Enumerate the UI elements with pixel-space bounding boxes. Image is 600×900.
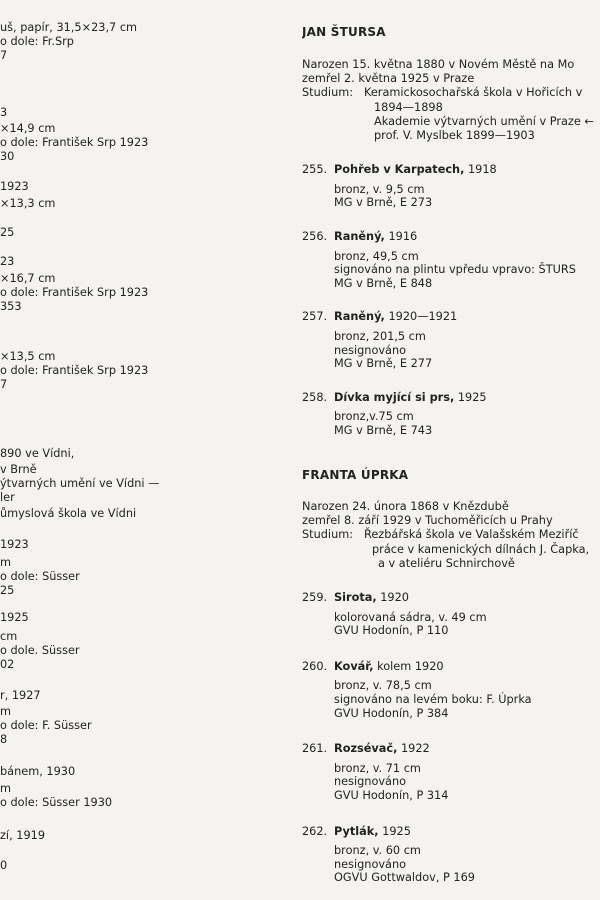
studium-line: Řezbářská škola ve Valašském Meziříč bbox=[364, 528, 579, 542]
left-column-line: o dole: František Srp 1923 bbox=[0, 286, 149, 299]
entry-detail: nesignováno bbox=[334, 857, 407, 871]
entry-detail: MG v Brně, E 848 bbox=[334, 276, 433, 290]
studium-line: prof. V. Myslbek 1899—1903 bbox=[374, 129, 535, 143]
left-column-line: o dole: Fr.Srp bbox=[0, 35, 74, 48]
entry-number: 259. bbox=[302, 591, 328, 605]
entry-number: 257. bbox=[302, 310, 328, 324]
entry-title: Raněný, bbox=[334, 230, 385, 243]
entry-detail: MG v Brně, E 273 bbox=[334, 196, 433, 210]
entry-detail: nesignováno bbox=[334, 343, 407, 357]
left-column-line: 7 bbox=[0, 378, 8, 391]
entry-year: 1920—1921 bbox=[388, 310, 458, 324]
artist-heading: JAN ŠTURSA bbox=[302, 25, 386, 39]
left-column-line: ýtvarných umění ve Vídni — bbox=[0, 477, 160, 490]
studium-line: 1894—1898 bbox=[374, 100, 443, 114]
artist-heading: FRANTA ÚPRKA bbox=[302, 468, 409, 482]
artist-died: zemřel 8. září 1929 v Tuchoměřicích u Prahy bbox=[302, 514, 553, 528]
entry-title: Pytlák, bbox=[334, 824, 379, 838]
left-column-line: 1925 bbox=[0, 611, 29, 624]
artist-born: Narozen 15. května 1880 v Novém Městě na Mo bbox=[302, 58, 575, 71]
entry-detail: OGVU Gottwaldov, P 169 bbox=[334, 871, 475, 885]
catalog-entry bbox=[302, 230, 594, 290]
entry-detail: bronz,v.75 cm bbox=[334, 410, 414, 424]
artist-studium bbox=[302, 86, 594, 143]
left-column-line: 0 bbox=[0, 859, 8, 872]
right-column bbox=[302, 0, 600, 900]
entry-detail: nesignováno bbox=[334, 775, 407, 789]
entry-number: 260. bbox=[302, 659, 328, 673]
studium-label: Studium: bbox=[302, 528, 354, 542]
artist-born: Narozen 24. února 1868 v Knězdubě bbox=[302, 500, 509, 513]
entry-title: Rozsévač, bbox=[334, 742, 398, 756]
entry-year: 1925 bbox=[382, 824, 411, 838]
left-column-line: ler bbox=[0, 491, 15, 504]
left-column-line: v Brně bbox=[0, 463, 37, 476]
entry-number: 258. bbox=[302, 390, 328, 404]
artist-died: zemřel 2. května 1925 v Praze bbox=[302, 72, 475, 86]
catalog-entry bbox=[302, 391, 594, 438]
left-column-line: o dole: František Srp 1923 bbox=[0, 364, 149, 377]
studium-label: Studium: bbox=[302, 86, 354, 100]
left-column-line: ×16,7 cm bbox=[0, 272, 56, 285]
left-column-line: o dole: F. Süsser bbox=[0, 719, 92, 732]
left-column-line: 7 bbox=[0, 49, 8, 62]
entry-year: 1916 bbox=[388, 230, 418, 243]
entry-year: kolem 1920 bbox=[377, 659, 444, 673]
entry-detail: signováno na levém boku: F. Úprka bbox=[334, 692, 532, 706]
studium-line: Keramickosochařská škola v Hořicích v bbox=[364, 86, 583, 100]
entry-number: 256. bbox=[302, 230, 328, 243]
studium-line: práce v kamenických dílnách J. Čapka, bbox=[372, 542, 590, 556]
entry-detail: GVU Hodonín, P 110 bbox=[334, 624, 449, 638]
section-sturs bbox=[302, 25, 594, 438]
studium-line: Akademie výtvarných umění v Praze ← bbox=[374, 114, 594, 128]
left-column-line: m bbox=[0, 556, 12, 569]
left-column-line: zí, 1919 bbox=[0, 829, 46, 842]
catalog-entry bbox=[302, 742, 589, 802]
left-column-line: 3 bbox=[0, 106, 8, 119]
left-column-line: 8 bbox=[0, 733, 8, 746]
catalog-entry bbox=[302, 660, 589, 720]
left-column-line: 30 bbox=[0, 150, 15, 163]
entry-detail: MG v Brně, E 743 bbox=[334, 423, 433, 437]
entry-detail: bronz, v. 78,5 cm bbox=[334, 679, 432, 693]
left-column-line: 1923 bbox=[0, 180, 29, 193]
entry-year: 1922 bbox=[401, 742, 430, 756]
left-column-line: ×14,9 cm bbox=[0, 122, 56, 135]
left-column-line: 23 bbox=[0, 255, 15, 268]
section-uprka bbox=[302, 468, 589, 885]
entry-detail: GVU Hodonín, P 384 bbox=[334, 706, 449, 720]
entry-number: 262. bbox=[302, 824, 328, 838]
entry-detail: kolorovaná sádra, v. 49 cm bbox=[334, 610, 487, 624]
entry-detail: signováno na plintu vpředu vpravo: ŠTURS bbox=[334, 263, 576, 277]
entry-detail: bronz, v. 60 cm bbox=[334, 844, 421, 858]
entry-number: 255. bbox=[302, 163, 328, 177]
catalog-entry bbox=[302, 163, 594, 210]
studium-line: a v ateliéru Schnirchově bbox=[378, 556, 515, 570]
artist-studium bbox=[302, 528, 589, 571]
entry-detail: bronz, 201,5 cm bbox=[334, 329, 426, 343]
entry-title: Raněný, bbox=[334, 310, 385, 324]
entry-detail: bronz, v. 9,5 cm bbox=[334, 182, 425, 196]
left-column-line: 890 ve Vídni, bbox=[0, 447, 75, 460]
entry-title: Kovář, bbox=[334, 659, 374, 673]
entry-detail: MG v Brně, E 277 bbox=[334, 357, 433, 371]
entry-number: 261. bbox=[302, 742, 328, 756]
left-column-line: cm bbox=[0, 630, 18, 643]
catalog-entry bbox=[302, 825, 589, 885]
entry-detail: GVU Hodonín, P 314 bbox=[334, 788, 449, 802]
entry-year: 1925 bbox=[457, 390, 487, 404]
catalog-entry bbox=[302, 310, 594, 370]
catalog-entry bbox=[302, 591, 589, 638]
entry-year: 1920 bbox=[380, 591, 409, 605]
left-column-cropped bbox=[0, 0, 292, 900]
entry-title: Dívka myjící si prs, bbox=[334, 390, 455, 404]
left-column-line: o dole. Süsser bbox=[0, 644, 80, 657]
left-column-line: m bbox=[0, 782, 12, 795]
left-column-line: o dole: Süsser 1930 bbox=[0, 796, 113, 809]
left-column-line: uš, papír, 31,5×23,7 cm bbox=[0, 21, 138, 34]
left-column-line: ×13,5 cm bbox=[0, 350, 56, 363]
left-column-line: o dole: František Srp 1923 bbox=[0, 136, 149, 149]
left-column-line: bánem, 1930 bbox=[0, 765, 76, 778]
entry-title: Sirota, bbox=[334, 591, 377, 605]
left-column-line: 25 bbox=[0, 226, 15, 239]
left-column-line: o dole: Süsser bbox=[0, 570, 80, 583]
left-column-line: r, 1927 bbox=[0, 689, 41, 702]
left-column-line: 1923 bbox=[0, 538, 29, 551]
entry-detail: bronz, v. 71 cm bbox=[334, 761, 421, 775]
left-column-line: 02 bbox=[0, 658, 15, 671]
entry-year: 1918 bbox=[467, 163, 497, 177]
left-column-line: 353 bbox=[0, 300, 22, 313]
left-column-line: ůmyslová škola ve Vídni bbox=[0, 507, 137, 520]
left-column-line: ×13,3 cm bbox=[0, 197, 56, 210]
left-column-line: m bbox=[0, 705, 12, 718]
entry-detail: bronz, 49,5 cm bbox=[334, 249, 419, 263]
entry-title: Pohřeb v Karpatech, bbox=[334, 163, 465, 177]
left-column-line: 25 bbox=[0, 584, 15, 597]
